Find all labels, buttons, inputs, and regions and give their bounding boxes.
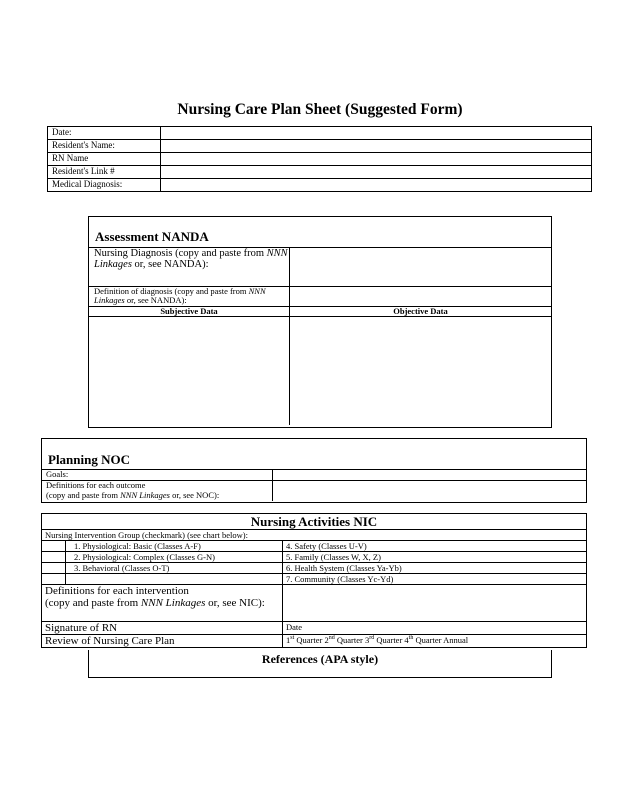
table-row xyxy=(89,248,552,287)
table-row xyxy=(89,317,552,426)
table-row xyxy=(42,514,587,530)
table-row xyxy=(42,541,587,552)
class-option: 4. Safety (Classes U-V) xyxy=(283,541,587,552)
table-row xyxy=(42,622,587,635)
subjective-data-header: Subjective Data xyxy=(89,307,290,317)
table-row xyxy=(48,166,592,179)
table-row xyxy=(42,563,587,574)
field-label: Date: xyxy=(48,127,161,140)
class-checkbox[interactable] xyxy=(42,541,66,552)
table-row xyxy=(89,307,552,317)
planning-table xyxy=(41,469,587,501)
table-row xyxy=(48,127,592,140)
page-title: Nursing Care Plan Sheet (Suggested Form) xyxy=(177,101,463,118)
field-label: RN Name xyxy=(48,153,161,166)
nursing-diagnosis-field[interactable] xyxy=(290,248,552,287)
table-row xyxy=(42,574,587,585)
outcome-definitions-field[interactable] xyxy=(273,481,587,502)
class-option: 7. Community (Classes Yc-Yd) xyxy=(283,574,587,585)
intervention-group-label: Nursing Intervention Group (checkmark) (see chart below): xyxy=(42,530,587,541)
class-checkbox[interactable] xyxy=(42,552,66,563)
class-option: 5. Family (Classes W, X, Z) xyxy=(283,552,587,563)
class-option: 1. Physiological: Basic (Classes A-F) xyxy=(66,541,283,552)
planning-heading: Planning NOC xyxy=(48,452,130,467)
assessment-heading: Assessment NANDA xyxy=(95,229,209,244)
table-row xyxy=(48,140,592,153)
class-checkbox[interactable] xyxy=(42,563,66,574)
table-row xyxy=(89,287,552,307)
definition-field[interactable] xyxy=(290,287,552,307)
assessment-section xyxy=(88,216,552,428)
date-field[interactable] xyxy=(161,127,592,140)
table-row xyxy=(42,585,587,622)
signature-label: Signature of RN xyxy=(42,622,283,635)
table-row xyxy=(42,552,587,563)
goals-label: Goals: xyxy=(42,470,273,481)
review-label: Review of Nursing Care Plan xyxy=(42,635,283,648)
class-option: 6. Health System (Classes Ya-Yb) xyxy=(283,563,587,574)
planning-section xyxy=(41,438,587,503)
field-label: Resident's Name: xyxy=(48,140,161,153)
objective-data-field[interactable] xyxy=(290,317,552,426)
definition-label: Definition of diagnosis (copy and paste from NNN Linkages or, see NANDA): xyxy=(89,287,290,307)
intervention-definitions-label: Definitions for each intervention (copy and paste from NNN Linkages or, see NIC): xyxy=(42,585,283,622)
table-row xyxy=(42,530,587,541)
rn-name-field[interactable] xyxy=(161,153,592,166)
medical-diagnosis-field[interactable] xyxy=(161,179,592,192)
assessment-table xyxy=(88,247,552,425)
field-label: Medical Diagnosis: xyxy=(48,179,161,192)
outcome-definitions-label: Definitions for each outcome (copy and paste from NNN Linkages or, see NOC): xyxy=(42,481,273,502)
class-option xyxy=(66,574,283,585)
table-row xyxy=(48,179,592,192)
subjective-data-field[interactable] xyxy=(89,317,290,426)
table-row xyxy=(48,153,592,166)
references-heading: References (APA style) xyxy=(261,652,379,666)
review-quarters[interactable]: 1st Quarter 2nd Quarter 3rd Quarter 4th Quarter Annual xyxy=(283,635,587,648)
objective-data-header: Objective Data xyxy=(290,307,552,317)
class-checkbox[interactable] xyxy=(42,574,66,585)
resident-link-field[interactable] xyxy=(161,166,592,179)
resident-name-field[interactable] xyxy=(161,140,592,153)
table-row xyxy=(42,481,587,502)
date-label[interactable]: Date xyxy=(283,622,587,635)
nursing-diagnosis-label: Nursing Diagnosis (copy and paste from NNN Linkages or, see NANDA): xyxy=(89,248,290,287)
intervention-definitions-field[interactable] xyxy=(283,585,587,622)
activities-table xyxy=(41,513,587,648)
field-label: Resident's Link # xyxy=(48,166,161,179)
activities-heading: Nursing Activities NIC xyxy=(42,514,587,530)
references-section[interactable] xyxy=(88,650,552,678)
goals-field[interactable] xyxy=(273,470,587,481)
table-row xyxy=(42,470,587,481)
class-option: 3. Behavioral (Classes O-T) xyxy=(66,563,283,574)
resident-info-table xyxy=(47,126,592,192)
table-row xyxy=(42,635,587,648)
class-option: 2. Physiological: Complex (Classes G-N) xyxy=(66,552,283,563)
